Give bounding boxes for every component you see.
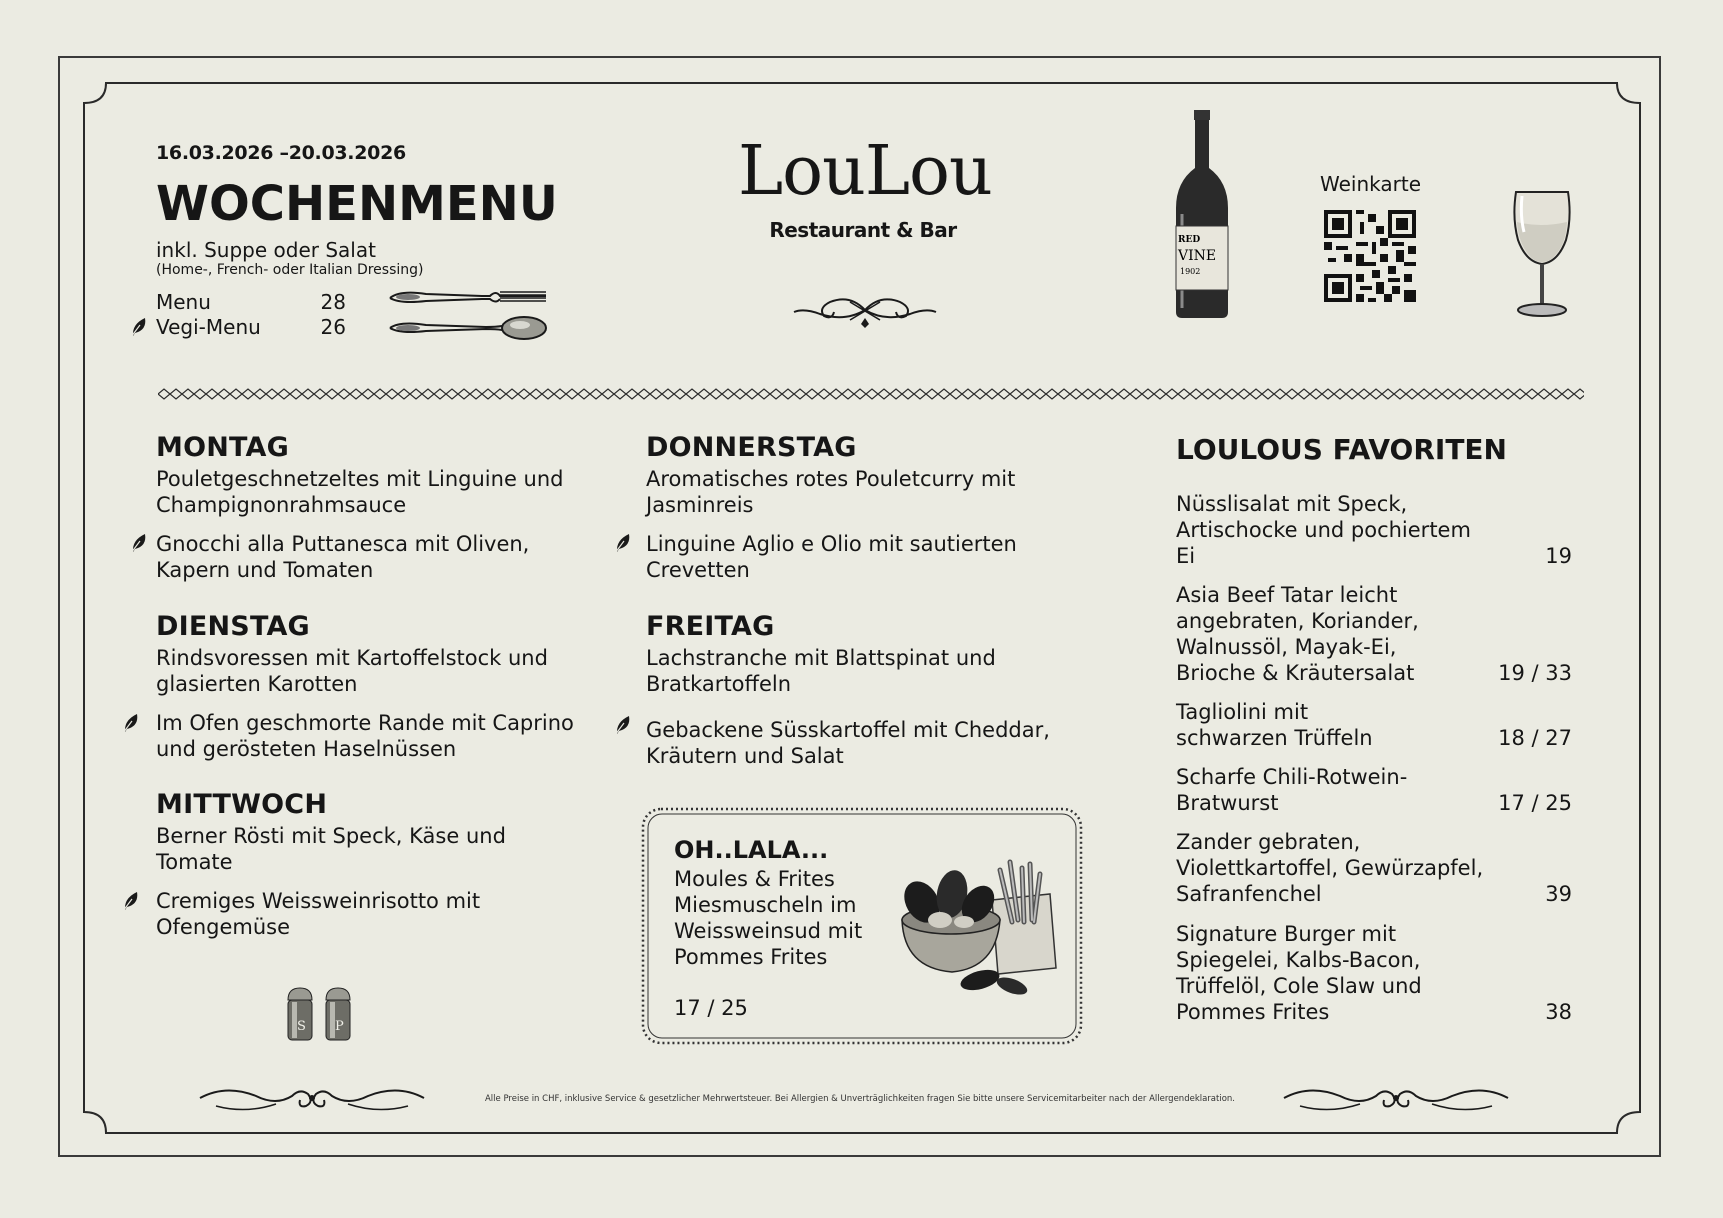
favorite-item xyxy=(1176,764,1572,816)
brand-subtitle: Restaurant & Bar xyxy=(769,218,957,242)
favorite-item xyxy=(1176,582,1572,686)
favorite-name: Asia Beef Tatar leicht angebraten, Koriander, Walnussöl, Mayak-Ei, Brioche & Kräutersalat xyxy=(1176,583,1419,685)
page-title: WOCHENMENU xyxy=(156,176,558,232)
favorite-name: Nüsslisalat mit Speck, Artischocke und pochiertem Ei xyxy=(1176,492,1471,568)
special-price: 17 / 25 xyxy=(674,996,748,1020)
salt-pepper-icon xyxy=(284,986,358,1042)
favorite-item xyxy=(1176,491,1572,569)
bottle-label-year: 1902 xyxy=(1180,267,1201,276)
brand-logo: LouLou xyxy=(738,132,992,211)
menu-price: 28 xyxy=(320,290,346,314)
dish-mittwoch: Berner Rösti mit Speck, Käse und Tomate xyxy=(156,824,506,874)
day-donnerstag: DONNERSTAG xyxy=(646,432,857,463)
salt-shaker-icon xyxy=(288,988,312,1040)
ornament-icon xyxy=(790,290,940,330)
dish-donnerstag: Aromatisches rotes Pouletcurry mit Jasminreis xyxy=(646,467,1016,517)
bottle-label-vine: VINE xyxy=(1178,248,1217,264)
favorite-item xyxy=(1176,829,1572,907)
favorite-item xyxy=(1176,699,1572,751)
veg-dish-mittwoch: Cremiges Weissweinrisotto mit Ofengemüse xyxy=(156,889,481,939)
footer-ornament-left-icon xyxy=(196,1080,428,1116)
vegi-menu-label: Vegi-Menu xyxy=(156,315,261,339)
favorite-name: Scharfe Chili-Rotwein-Bratwurst xyxy=(1176,765,1408,815)
favorite-price: 17 / 25 xyxy=(1498,791,1572,815)
favorite-price: 38 xyxy=(1545,1000,1572,1024)
favorite-price: 39 xyxy=(1545,882,1572,906)
favorite-name: Zander gebraten, Violettkartoffel, Gewürzapfel, Safranfenchel xyxy=(1176,830,1484,906)
day-mittwoch: MITTWOCH xyxy=(156,789,328,820)
special-name: Moules & Frites xyxy=(674,867,835,891)
day-montag: MONTAG xyxy=(156,432,289,463)
salt-label: S xyxy=(297,1019,306,1034)
vegi-menu-price: 26 xyxy=(320,315,346,339)
dish-freitag: Lachstranche mit Blattspinat und Bratkartoffeln xyxy=(646,646,996,696)
leaf-icon xyxy=(122,890,140,912)
special-detail: Miesmuscheln im Weissweinsud mit Pommes Frites xyxy=(674,893,863,969)
day-freitag: FREITAG xyxy=(646,611,775,642)
date-range: 16.03.2026 –20.03.2026 xyxy=(156,142,406,164)
wine-glass-icon xyxy=(1510,188,1574,320)
dressing-note: (Home-, French- oder Italian Dressing) xyxy=(156,262,424,278)
cutlery-icon xyxy=(386,286,550,346)
favorites-title: LOULOUS FAVORITEN xyxy=(1176,433,1507,466)
wine-bottle-icon xyxy=(1172,108,1232,320)
favorite-name: Signature Burger mit Spiegelei, Kalbs-Bacon, Trüffelöl, Cole Slaw und Pommes Frites xyxy=(1176,922,1422,1024)
bottle-label-red: RED xyxy=(1178,235,1201,245)
mussels-fries-icon xyxy=(900,850,1060,998)
menu-label: Menu xyxy=(156,290,211,314)
spoon-icon xyxy=(390,317,546,339)
leaf-icon xyxy=(614,714,632,736)
favorite-name: Tagliolini mit schwarzen Trüffeln xyxy=(1176,700,1373,750)
leaf-icon xyxy=(130,532,148,554)
dish-dienstag: Rindsvoressen mit Kartoffelstock und glasierten Karotten xyxy=(156,646,548,696)
veg-dish-montag: Gnocchi alla Puttanesca mit Oliven, Kapern und Tomaten xyxy=(156,532,530,582)
vegi-menu-price-row xyxy=(156,315,346,339)
favorite-price: 18 / 27 xyxy=(1498,726,1572,750)
day-dienstag: DIENSTAG xyxy=(156,611,310,642)
qr-code-icon[interactable] xyxy=(1324,210,1416,302)
footer-note: Alle Preise in CHF, inklusive Service & gesetzlicher Mehrwertsteuer. Bei Allergien & Unverträglichkeiten fragen Sie bitte unsere Servicemitarbeiter nach der Allergendeklaration. xyxy=(484,1094,1235,1104)
dish-montag: Pouletgeschnetzeltes mit Linguine und Champignonrahmsauce xyxy=(156,467,564,517)
divider xyxy=(158,388,1584,400)
footer-ornament-right-icon xyxy=(1280,1080,1512,1116)
pepper-label: P xyxy=(335,1019,344,1034)
leaf-icon xyxy=(614,532,632,554)
pepper-shaker-icon xyxy=(326,988,350,1040)
favorite-price: 19 / 33 xyxy=(1498,661,1572,685)
special-title: OH..LALA... xyxy=(674,836,829,864)
fries-icon xyxy=(992,862,1056,974)
includes-note: inkl. Suppe oder Salat xyxy=(156,238,376,262)
favorite-item xyxy=(1176,921,1572,1025)
veg-dish-dienstag: Im Ofen geschmorte Rande mit Caprino und gerösteten Haselnüssen xyxy=(156,711,574,761)
leaf-icon xyxy=(122,712,140,734)
fork-icon xyxy=(390,292,546,302)
favorite-price: 19 xyxy=(1545,544,1572,568)
leaf-icon xyxy=(130,316,148,338)
veg-dish-donnerstag: Linguine Aglio e Olio mit sautierten Crevetten xyxy=(646,532,1017,582)
veg-dish-freitag: Gebackene Süsskartoffel mit Cheddar, Kräutern und Salat xyxy=(646,718,1050,768)
special-description xyxy=(674,866,894,970)
wine-list-label: Weinkarte xyxy=(1320,172,1421,196)
menu-price-row xyxy=(156,290,346,314)
